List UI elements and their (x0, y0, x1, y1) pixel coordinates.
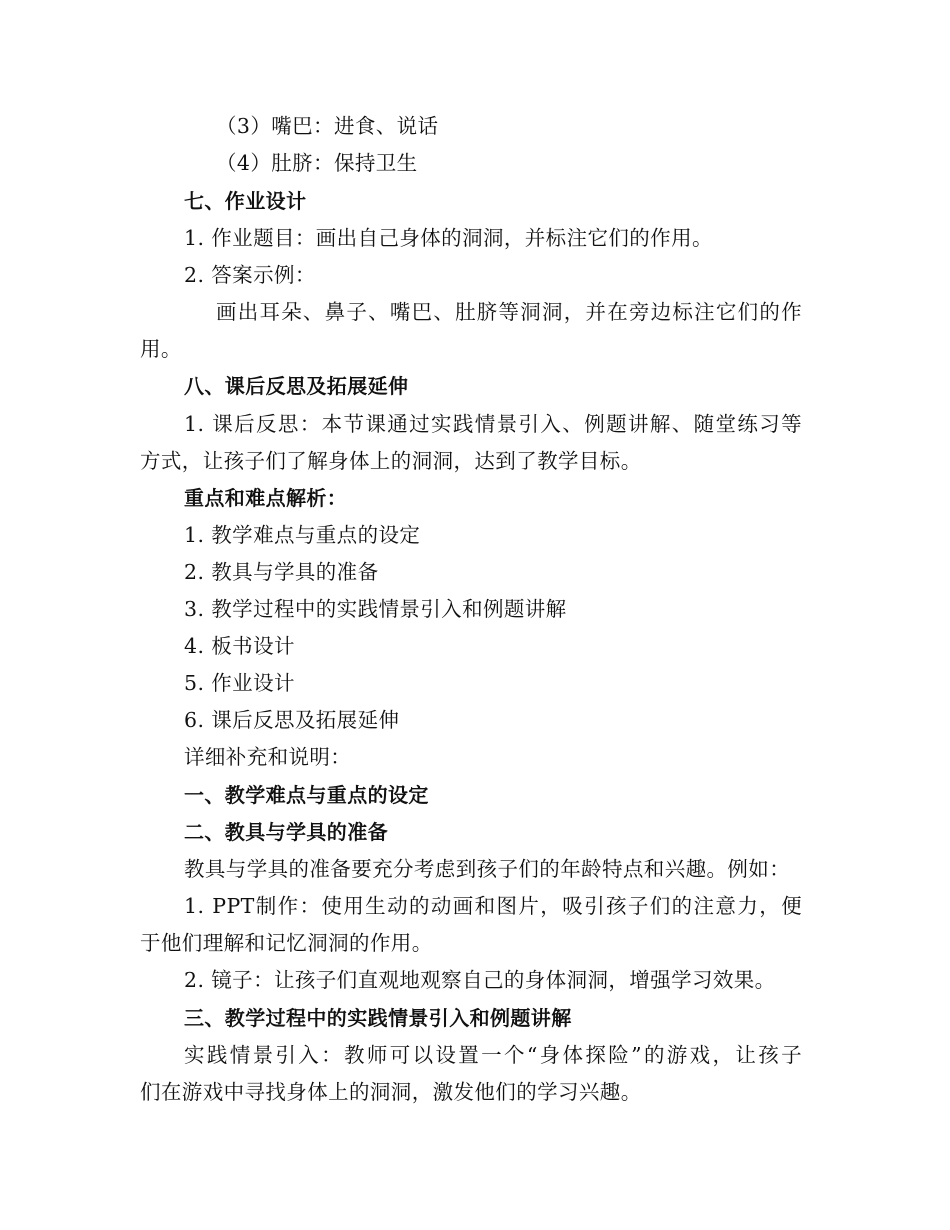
list-item: 2. 教具与学具的准备 (184, 560, 379, 584)
section-heading: 一、教学难点与重点的设定 (184, 783, 429, 807)
section-heading: 重点和难点解析： (184, 486, 348, 510)
list-item: 4. 板书设计 (184, 634, 295, 658)
section-heading: 二、教具与学具的准备 (184, 820, 388, 844)
paragraph-line: 用。 (140, 337, 182, 361)
list-item: （3）嘴巴：进食、说话 (216, 114, 439, 138)
paragraph-line: 方式，让孩子们了解身体上的洞洞，达到了教学目标。 (140, 449, 642, 473)
section-heading: 三、教学过程中的实践情景引入和例题讲解 (184, 1006, 572, 1030)
list-item: 2. 答案示例： (184, 263, 316, 287)
list-item: （4）肚脐：保持卫生 (216, 151, 418, 175)
paragraph-line: 画出耳朵、鼻子、嘴巴、肚脐等洞洞，并在旁边标注它们的作 (216, 300, 802, 324)
section-heading: 七、作业设计 (184, 189, 307, 213)
section-heading: 八、课后反思及拓展延伸 (184, 374, 409, 398)
paragraph-line: 1. PPT制作：使用生动的动画和图片，吸引孩子们的注意力，便 (184, 894, 802, 918)
paragraph-line: 实践情景引入：教师可以设置一个“身体探险”的游戏，让孩子 (184, 1043, 802, 1067)
paragraph-line: 教具与学具的准备要充分考虑到孩子们的年龄特点和兴趣。例如： (184, 857, 791, 881)
list-item: 6. 课后反思及拓展延伸 (184, 708, 400, 732)
paragraph-line: 于他们理解和记忆洞洞的作用。 (140, 931, 433, 955)
list-item: 1. 作业题目：画出自己身体的洞洞，并标注它们的作用。 (184, 226, 713, 250)
list-item: 5. 作业设计 (184, 671, 295, 695)
list-item: 2. 镜子：让孩子们直观地观察自己的身体洞洞，增强学习效果。 (184, 968, 776, 992)
paragraph-line: 1. 课后反思：本节课通过实践情景引入、例题讲解、随堂练习等 (184, 412, 802, 436)
paragraph-line: 详细补充和说明： (184, 745, 352, 769)
list-item: 1. 教学难点与重点的设定 (184, 523, 421, 547)
paragraph-line: 们在游戏中寻找身体上的洞洞，激发他们的学习兴趣。 (140, 1080, 642, 1104)
list-item: 3. 教学过程中的实践情景引入和例题讲解 (184, 597, 567, 621)
